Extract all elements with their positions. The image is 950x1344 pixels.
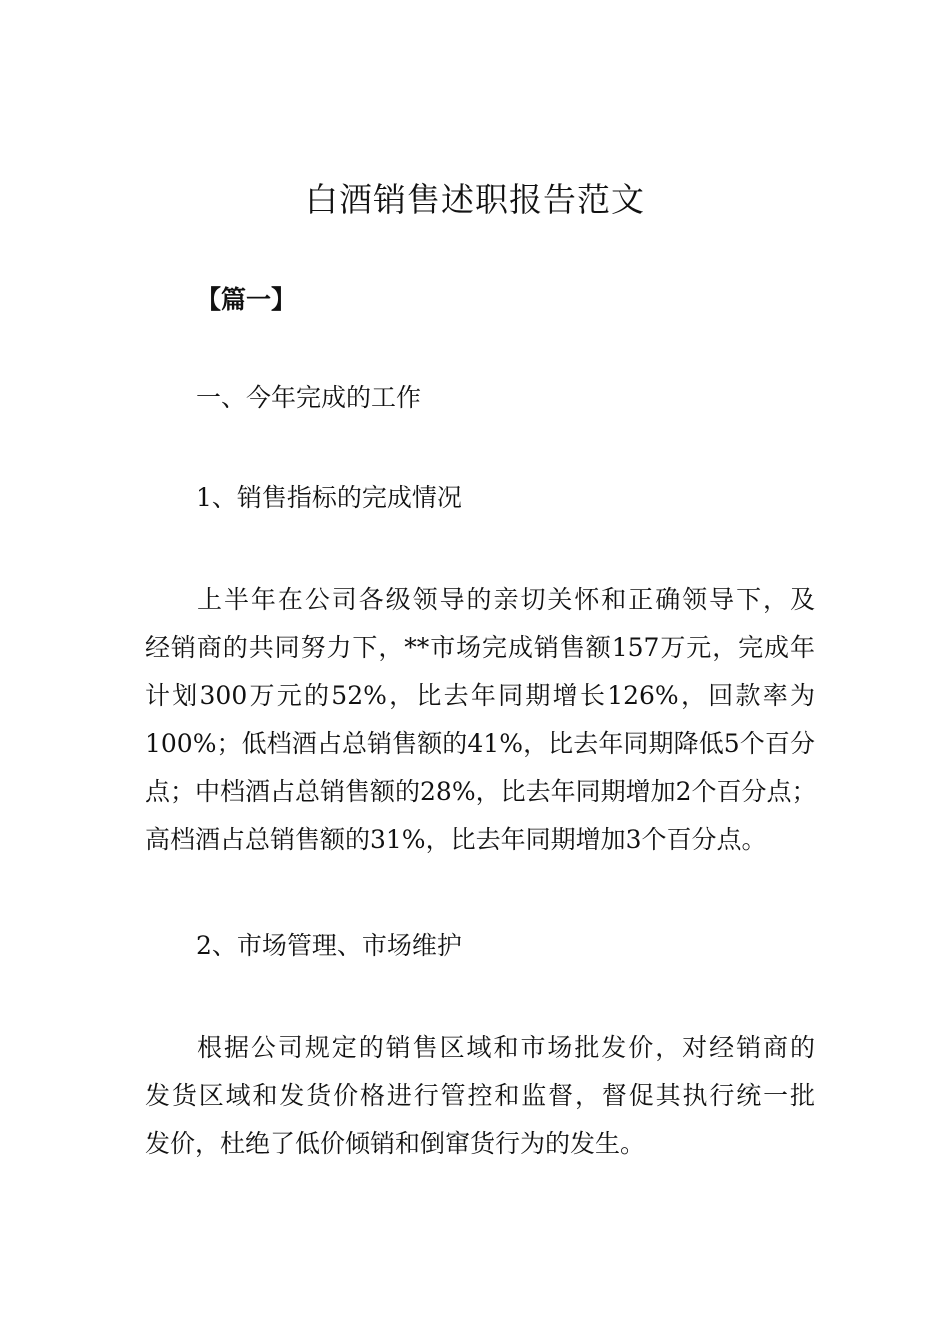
section-tag: 【篇一】 (196, 285, 297, 314)
paragraph-sales-results (145, 576, 815, 864)
paragraph-line: 点；中档酒占总销售额的28%，比去年同期增加2个百分点； (145, 777, 817, 806)
paragraph-line: 根据公司规定的销售区域和市场批发价，对经销商的 (197, 1033, 815, 1062)
paragraph-market-management (145, 1024, 815, 1168)
paragraph-line: 发价，杜绝了低价倾销和倒窜货行为的发生。 (145, 1129, 646, 1158)
section-heading: 一、今年完成的工作 (196, 383, 422, 412)
document-title: 白酒销售述职报告范文 (305, 180, 645, 219)
paragraph-line: 上半年在公司各级领导的亲切关怀和正确领导下，及 (197, 585, 815, 614)
paragraph-line: 计划300万元的52%，比去年同期增长126%，回款率为 (145, 681, 815, 710)
paragraph-line: 经销商的共同努力下，**市场完成销售额157万元，完成年 (145, 633, 815, 662)
paragraph-line: 高档酒占总销售额的31%，比去年同期增加3个百分点。 (145, 825, 767, 854)
paragraph-line: 发货区域和发货价格进行管控和监督，督促其执行统一批 (145, 1081, 815, 1110)
paragraph-line: 100%；低档酒占总销售额的41%，比去年同期降低5个百分 (145, 729, 815, 758)
subheading-market-management: 2、市场管理、市场维护 (196, 931, 462, 960)
subheading-sales-target: 1、销售指标的完成情况 (196, 483, 462, 512)
